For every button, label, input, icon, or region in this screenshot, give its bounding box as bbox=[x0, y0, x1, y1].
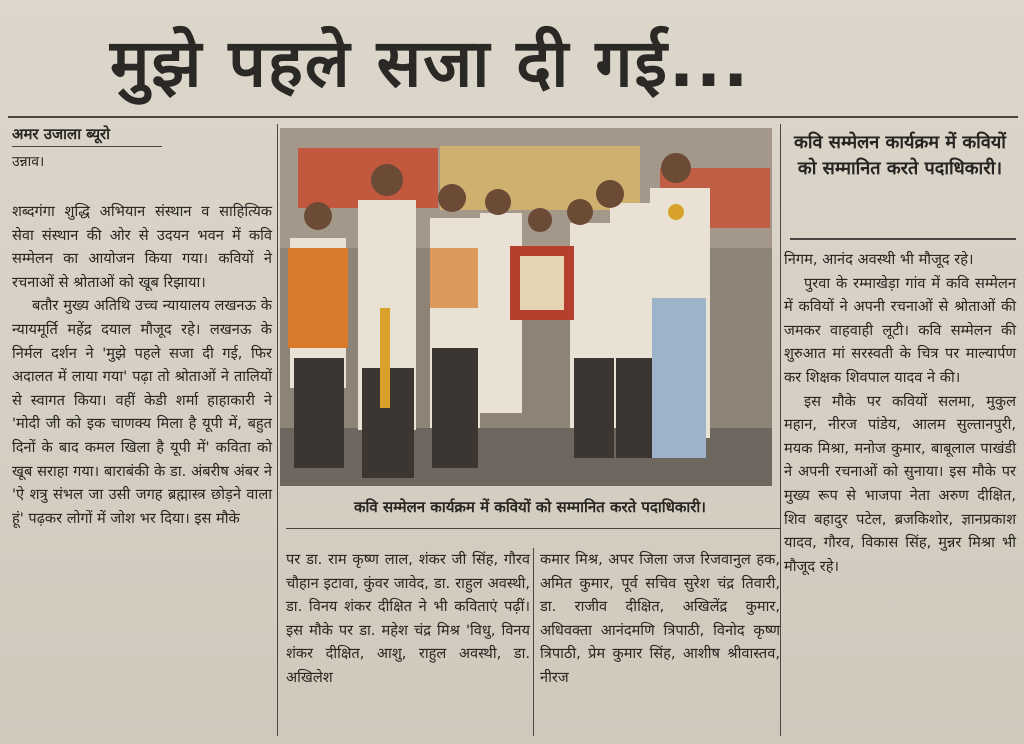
felicitation-photo-illustration bbox=[280, 128, 772, 486]
sidebar-caption: कवि सम्मेलन कार्यक्रम में कवियों को सम्मानित करते पदाधिकारी। bbox=[794, 132, 1006, 179]
article-paragraph: कमार मिश्र, अपर जिला जज रिजवानुल हक, अमित कुमार, पूर्व सचिव सुरेश चंद्र तिवारी, डा. राजीव दीक्षित, अखिलेंद्र कुमार, अधिवक्ता आनंदमणि त्रिपाठी, विनोद कृष्ण त्रिपाठी, प्रेम कुमार सिंह, आशीष श्रीवास्तव, नीरज bbox=[540, 551, 780, 686]
dateline: उन्नाव। bbox=[12, 154, 45, 170]
article-paragraph: बतौर मुख्य अतिथि उच्च न्यायालय लखनऊ के न्यायमूर्ति महेंद्र दयाल मौजूद रहे। लखनऊ के निर्मल दर्शन ने 'मुझे पहले सजा दी गई, फिर अदालत में लाया गया' पढ़ा तो श्रोताओं ने तालियों से स्वागत किया। वहीं केडी शर्मा हाहाकारी ने 'मोदी जी को इक चाणक्य मिला है यूपी में, बहुत दिनों के बाद कमल खिला है यूपी में' कविता को खूब सराहा गया। बाराबंकी के डा. अंबरीष अंबर ने 'ऐ शत्रु संभल जा उसी जगह ब्रह्मास्त्र छोड़ने वाला हूं' पढ़कर लोगों में जोश भर दिया। इस मौके bbox=[12, 297, 272, 527]
headline-rule bbox=[8, 116, 1018, 118]
byline-underline bbox=[12, 146, 162, 147]
article-column-3 bbox=[540, 548, 780, 690]
article-column-1 bbox=[12, 200, 272, 530]
byline: अमर उजाला ब्यूरो bbox=[12, 125, 111, 143]
article-paragraph: इस मौके पर कवियों सलमा, मुकुल महान, नीरज पांडेय, आलम सुल्तानपुरी, मयक मिश्रा, मनोज कुमार, बाबूलाल पाखंडी ने अपनी रचनाओं को सुनाया। इस मौके पर मुख्य रूप से भाजपा नेता अरुण दीक्षित, शिव बहादुर पटेल, ब्रजकिशोर, ज्ञानप्रकाश यादव, गौरव, विकास सिंह, मुन्नर मिश्रा भी मौजूद रहे। bbox=[784, 392, 1016, 575]
column-divider bbox=[780, 124, 781, 736]
article-paragraph: शब्दगंगा शुद्धि अभियान संस्थान व साहित्यिक सेवा संस्थान की ओर से उदयन भवन में कवि सम्मेलन का आयोजन किया गया। कवियों ने रचनाओं से श्रोताओं को खूब रिझाया। bbox=[12, 203, 272, 291]
column-divider bbox=[533, 548, 534, 736]
article-paragraph: पर डा. राम कृष्ण लाल, शंकर जी सिंह, गौरव चौहान इटावा, कुंवर जावेद, डा. राहुल अवस्थी, डा. विनय शंकर दीक्षित ने भी कविताएं पढ़ीं। इस मौके पर डा. महेश चंद्र मिश्र 'विधु, विनय शंकर दीक्षित, आशु, राहुल अवस्थी, डा. अखिलेश bbox=[286, 551, 530, 686]
event-photo bbox=[280, 128, 772, 486]
article-column-2 bbox=[286, 548, 530, 690]
article-paragraph: पुरवा के रम्माखेड़ा गांव में कवि सम्मेलन में कवियों ने अपनी रचनाओं से श्रोताओं की जमकर वाहवाही लूटी। कवि सम्मेलन की शुरुआत मां सरस्वती के चित्र पर माल्यार्पण कर शिक्षक शिवपाल यादव ने की। bbox=[784, 274, 1016, 386]
photo-caption: कवि सम्मेलन कार्यक्रम में कवियों को सम्मानित करते पदाधिकारी। bbox=[354, 498, 706, 516]
article-column-4 bbox=[784, 248, 1016, 578]
article-paragraph: निगम, आनंद अवस्थी भी मौजूद रहे। bbox=[784, 251, 974, 268]
column-divider bbox=[277, 124, 278, 736]
caption-rule bbox=[286, 528, 780, 529]
sidebar-rule bbox=[790, 238, 1016, 240]
headline: मुझे पहले सजा दी गई... bbox=[110, 25, 751, 102]
